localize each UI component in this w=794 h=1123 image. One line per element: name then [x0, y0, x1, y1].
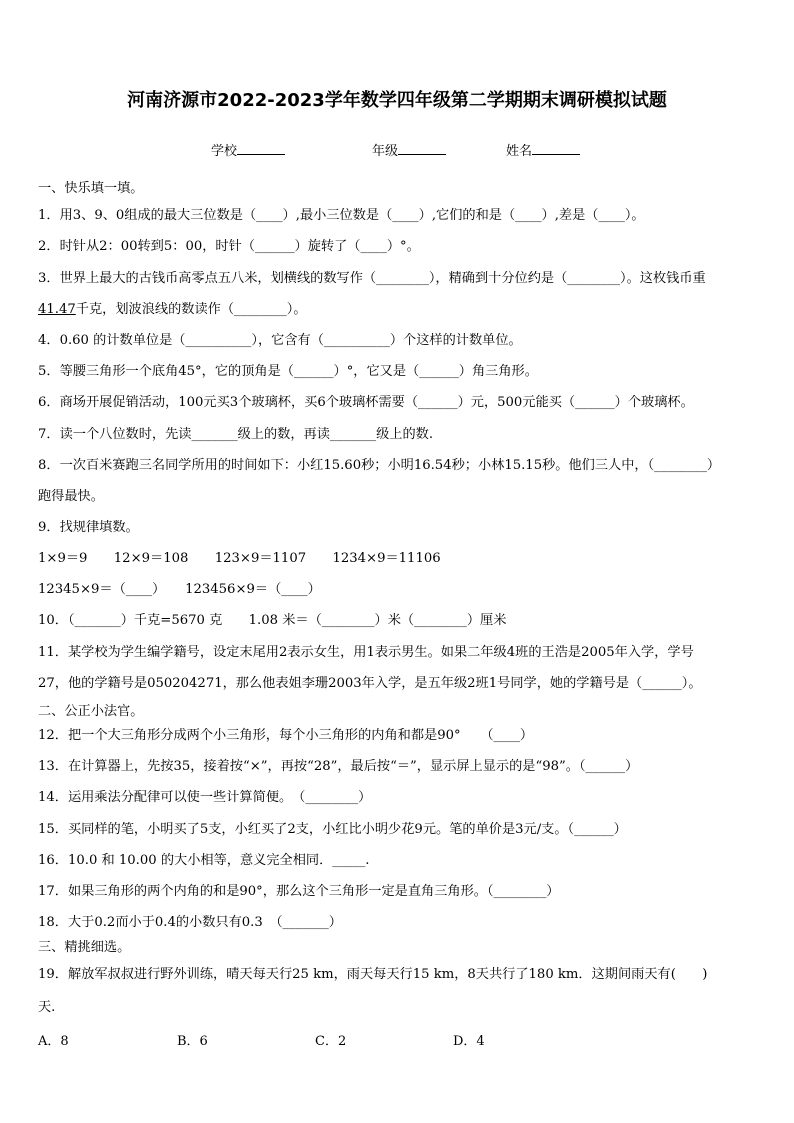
- question-line: 1×9＝9 12×9＝108 123×9＝1107 1234×9＝11106: [38, 551, 441, 566]
- question-line: 12345×9＝（____） 123456×9＝（____）: [38, 582, 321, 597]
- question-line-continued: 天.: [38, 1000, 56, 1015]
- grade-label: 年级: [372, 144, 399, 159]
- question-line: 14．运用乘法分配律可以使一些计算简便。 （________）: [38, 790, 372, 805]
- name-blank: [532, 142, 580, 155]
- school-blank: [237, 142, 285, 155]
- question-line: 2．时针从2：00转到5：00，时针（______）旋转了（____）°。: [38, 239, 420, 254]
- option-d: D．4: [453, 1034, 485, 1049]
- grade-field: [372, 140, 446, 159]
- section-heading: 三、精挑细选。: [38, 940, 131, 955]
- question-line: 19．解放军叔叔进行野外训练，晴天每天行25 km，雨天每天行15 km，8天共行了180 km．这期间雨天有( ): [38, 967, 708, 982]
- question-line: 16．10.0 和 10.00 的大小相等，意义完全相同．_____.: [38, 853, 370, 868]
- question-line: 11．某学校为学生编学籍号，设定末尾用2表示女生，用1表示男生。如果二年级4班的王浩是2005年入学，学号: [38, 645, 694, 660]
- question-line: 18．大于0.2而小于0.4的小数只有0.3 （_______）: [38, 915, 342, 930]
- grade-blank: [398, 142, 446, 155]
- question-line: 10．（_______）千克=5670 克 1.08 米＝（________）米（________）厘米: [38, 613, 507, 628]
- underlined-number: 41.47: [38, 302, 76, 317]
- question-line: 9．找规律填数。: [38, 520, 139, 535]
- question-line: 15．买同样的笔，小明买了5支，小红买了2支，小红比小明少花9元。笔的单价是3元/支。（______）: [38, 822, 627, 837]
- question-line: 7．读一个八位数时，先读_______级上的数，再读_______级上的数.: [38, 427, 434, 442]
- question-line: 4．0.60 的计数单位是（__________），它含有（__________）个这样的计数单位。: [38, 333, 522, 348]
- option-a: A．8: [38, 1034, 69, 1049]
- question-line: 6．商场开展促销活动，100元买3个玻璃杯，买6个玻璃杯需要（______）元，500元能买（______）个玻璃杯。: [38, 395, 694, 410]
- question-line-continued: 跑得最快。: [38, 489, 104, 504]
- page-title: 河南济源市2022-2023学年数学四年级第二学期期末调研模拟试题: [127, 90, 667, 111]
- section-heading: 一、快乐填一填。: [38, 181, 144, 196]
- option-c: C．2: [315, 1034, 347, 1049]
- question-line: 17．如果三角形的两个内角的和是90°，那么这个三角形一定是直角三角形。（________）: [38, 884, 560, 899]
- question-line: 8．一次百米赛跑三名同学所用的时间如下：小红15.60秒；小明16.54秒；小林15.15秒。他们三人中，（________）: [38, 458, 721, 473]
- school-label: 学校: [211, 144, 238, 159]
- option-b: B．6: [177, 1034, 208, 1049]
- name-label: 姓名: [506, 144, 533, 159]
- question-line: 1．用3、9、0组成的最大三位数是（____）,最小三位数是（____）,它们的和是（____）,差是（____）。: [38, 208, 645, 223]
- school-field: [211, 140, 285, 159]
- question-line: 12．把一个大三角形分成两个小三角形，每个小三角形的内角和都是90° （____）: [38, 728, 534, 743]
- section-heading: 二、公正小法官。: [38, 704, 144, 719]
- question-line-continued: [38, 301, 756, 319]
- name-field: [506, 140, 580, 159]
- question-line: 5．等腰三角形一个底角45°，它的顶角是（______）°，它又是（______）角三角形。: [38, 364, 538, 379]
- question-line: 13．在计算器上，先按35，接着按“×”，再按“28”，最后按“＝”，显示屏上显示的是“98”。（______）: [38, 759, 639, 774]
- question-text: 千克，划波浪线的数读作（________）。: [75, 302, 307, 317]
- question-line: 3．世界上最大的古钱币高零点五八米，划横线的数写作（________），精确到十分位约是（________）。这枚钱币重: [38, 271, 706, 286]
- question-line-continued: 27，他的学籍号是050204271，那么他表姐李珊2003年入学，是五年级2班1号同学，她的学籍号是（______）。: [38, 676, 702, 691]
